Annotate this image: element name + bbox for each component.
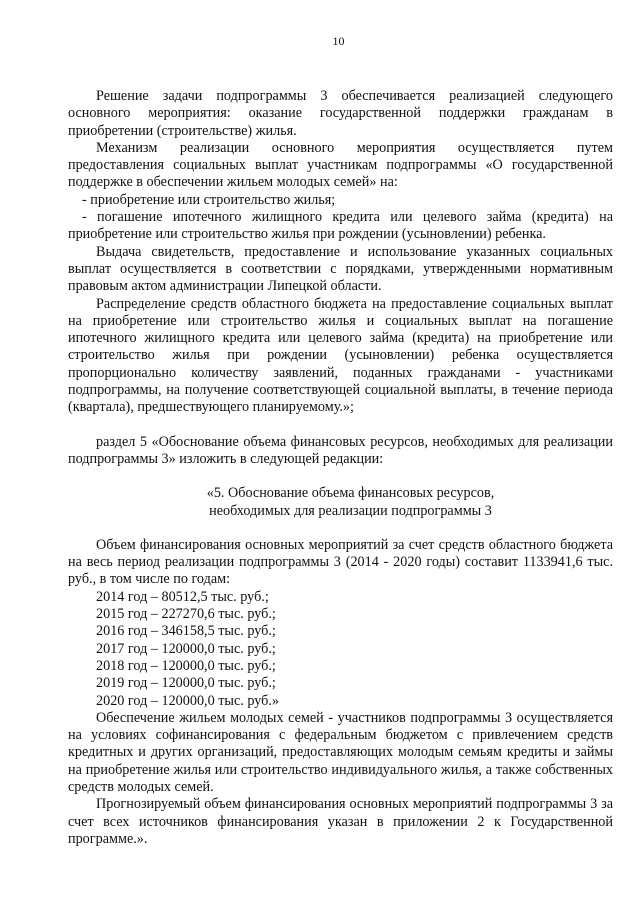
list-item-year: 2014 год – 80512,5 тыс. руб.; <box>96 588 269 605</box>
page-number: 10 <box>332 34 345 48</box>
paragraph-cofinancing: Обеспечение жильем молодых семей - участников подпрограммы 3 осуществляется на условиях софинансирования с федеральным бюджетом с привлечением средств кредитных и других организаций, предоставляющих молодым семьям кредиты и займы на приобретение жилья или строительство индивидуального жилья, а также собственных средств молодых семей. <box>68 709 613 795</box>
paragraph-mechanism: Механизм реализации основного мероприятия осуществляется путем предоставления социальных выплат участникам подпрограммы «О государственной поддержке в обеспечении жильем молодых семей» на: <box>68 139 613 191</box>
list-item-year: 2017 год – 120000,0 тыс. руб.; <box>96 640 276 657</box>
paragraph-distribution: Распределение средств областного бюджета на предоставление социальных выплат на приобретение или строительство жилья и социальных выплат на погашение ипотечного жилищного кредита или целевого займа (кредита) на приобретение или строительство жилья при рождении (усыновлении) ребенка осуществляется пропорционально количеству заявлений, поданных гражданами - участниками подпрограммы, на получение соответствующей социальной выплаты, в течение периода (квартала), предшествующего планируемому.»; <box>68 295 613 416</box>
paragraph-task-solution: Решение задачи подпрограммы 3 обеспечивается реализацией следующего основного мероприятия: оказание государственной поддержки гражданам в приобретении (строительстве) жилья. <box>68 88 613 139</box>
list-item-year: 2015 год – 227270,6 тыс. руб.; <box>96 606 276 623</box>
list-item-mortgage-repayment: - погашение ипотечного жилищного кредита или целевого займа (кредита) на приобретение или строительство жилья при рождении (усыновлении) ребенка. <box>68 209 613 243</box>
spacer <box>68 417 613 434</box>
paragraph-certificates: Выдача свидетельств, предоставление и использование указанных социальных выплат осуществляется в соответствии с порядками, утвержденными нормативным правовым актом администрации Липецкой области. <box>68 243 613 295</box>
document-page <box>68 34 613 848</box>
list-item-purchase: - приобретение или строительство жилья; <box>82 191 336 208</box>
spacer <box>68 520 613 537</box>
paragraph-forecast-funding: Прогнозируемый объем финансирования основных мероприятий подпрограммы 3 за счет всех источников финансирования указан в приложении 2 к Государственной программе.». <box>68 796 613 847</box>
section-heading-line-1: «5. Обоснование объема финансовых ресурсов, <box>206 485 495 502</box>
list-item-year: 2018 год – 120000,0 тыс. руб.; <box>96 657 276 674</box>
section-heading-line-2: необходимых для реализации подпрограммы 3 <box>209 502 492 519</box>
funding-by-year-list <box>68 589 613 710</box>
paragraph-funding-volume: Объем финансирования основных мероприятий за счет средств областного бюджета на весь период реализации подпрограммы 3 (2014 - 2020 годы) составит 1133941,6 тыс. руб., в том числе по годам: <box>68 536 613 588</box>
list-item-year: 2020 год – 120000,0 тыс. руб.» <box>96 692 280 709</box>
spacer <box>68 468 613 485</box>
list-item-year: 2016 год – 346158,5 тыс. руб.; <box>96 623 276 640</box>
list-item-year: 2019 год – 120000,0 тыс. руб.; <box>96 675 276 692</box>
paragraph-section-5-intro: раздел 5 «Обоснование объема финансовых ресурсов, необходимых для реализации подпрограммы 3» изложить в следующей редакции: <box>68 433 613 467</box>
